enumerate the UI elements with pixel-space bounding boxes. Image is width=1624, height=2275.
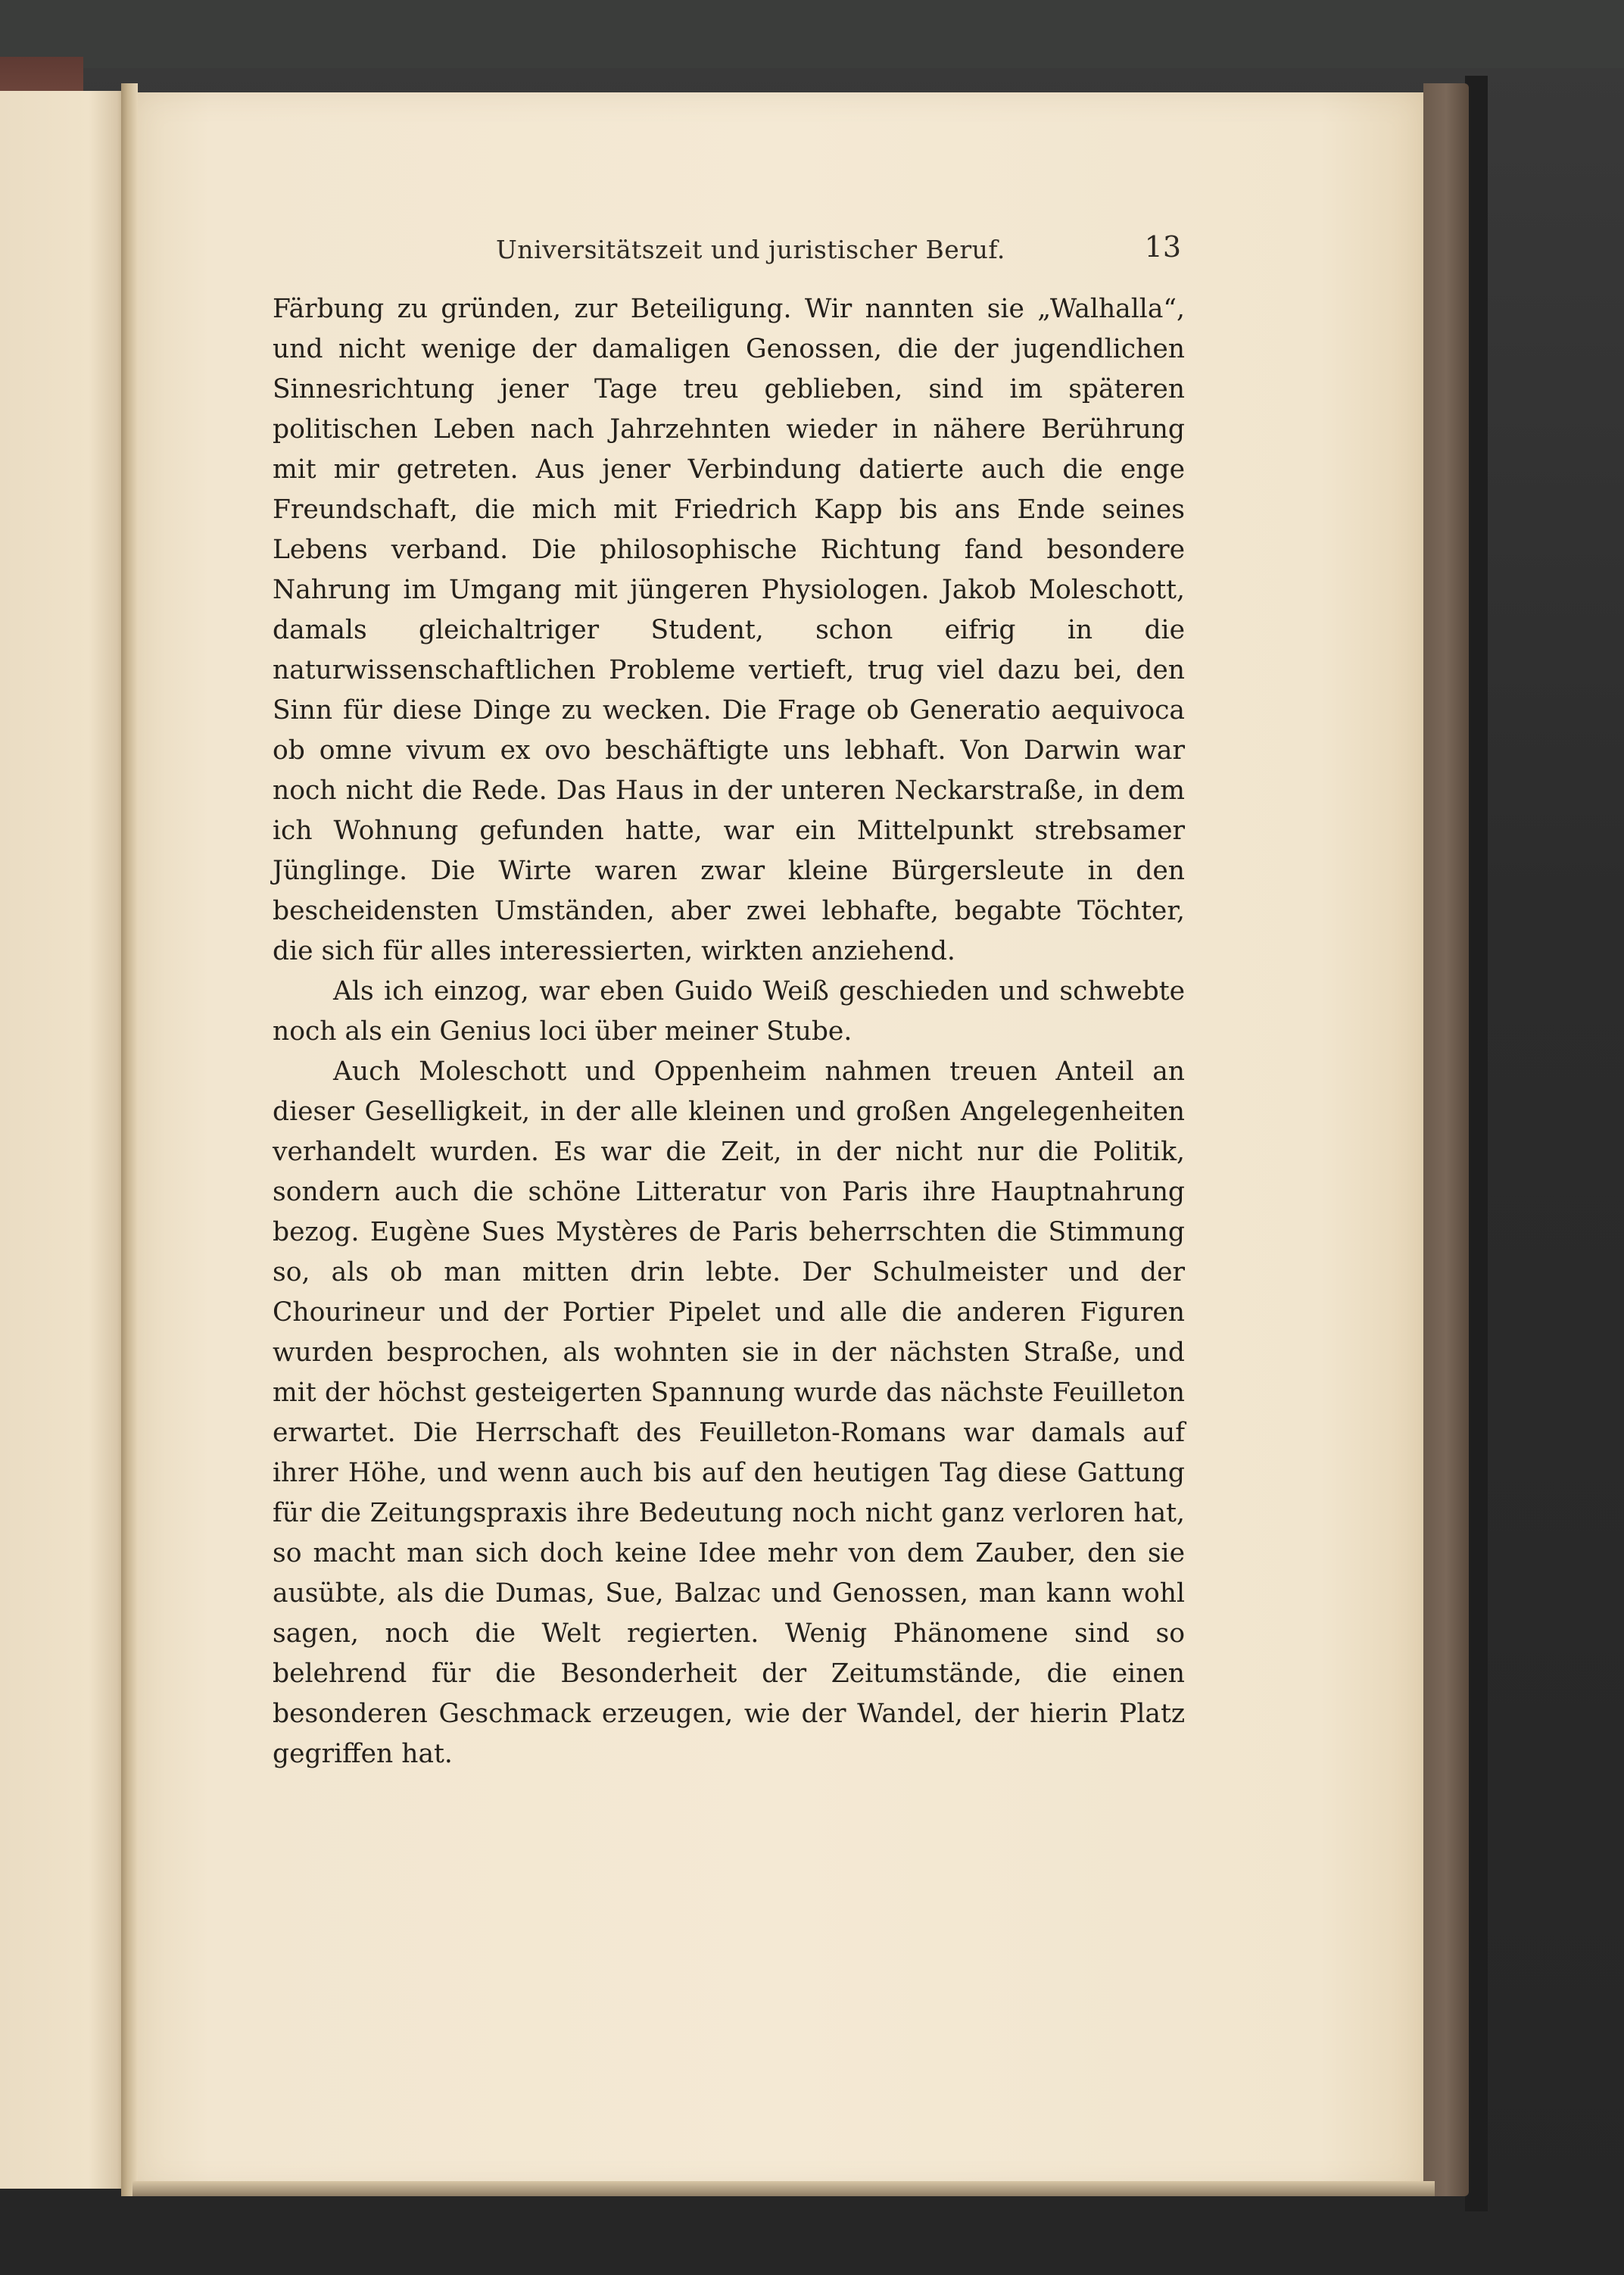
paragraph-2: Als ich einzog, war eben Guido Weiß geschieden und schwebte noch als ein Genius loci über meiner Stube. [273,976,1185,1047]
page-gutter [121,83,138,2196]
book-cover-edge [1423,83,1469,2196]
page-bottom-edge [132,2181,1435,2196]
paragraph-3: Auch Moleschott und Oppenheim nahmen treuen Anteil an dieser Geselligkeit, in der alle kleinen und großen Angelegenheiten verhandelt wurden. Es war die Zeit, in der nicht nur die Politik, sondern auch die schöne Litteratur von Paris ihre Hauptnahrung bezog. Eugène Sues Mystères de Paris beherrschten die Stimmung so, als ob man mitten drin lebte. Der Schulmeister und der Chourineur und der Portier Pipelet und alle die anderen Figuren wurden besprochen, als wohnten sie in der nächsten Straße, und mit der höchst gesteigerten Spannung wurde das nächste Feuilleton erwartet. Die Herrschaft des Feuilleton-Romans war damals auf ihrer Höhe, und wenn auch bis auf den heutigen Tag diese Gattung für die Zeitungspraxis ihre Bedeutung noch nicht ganz verloren hat, so macht man sich doch keine Idee mehr von dem Zauber, den sie ausübte, als die Dumas, Sue, Balzac und Genossen, man kann wohl sagen, noch die Welt regierten. Wenig Phänomene sind so belehrend für die Besonderheit der Zeitumstände, die einen besonderen Geschmack erzeugen, wie der Wandel, der hierin Platz gegriffen hat. [273,1056,1185,1769]
left-cover-corner [0,57,83,95]
running-head: Universitätszeit und juristischer Beruf. [496,235,1005,264]
paragraph-1: Färbung zu gründen, zur Beteiligung. Wir nannten sie „Walhalla“, und nicht wenige der damaligen Genossen, die der jugendlichen Sinnesrichtung jener Tage treu geblieben, sind im späteren politischen Leben nach Jahrzehnten wieder in nähere Berührung mit mir getreten. Aus jener Verbindung datierte auch die enge Freundschaft, die mich mit Friedrich Kapp bis ans Ende seines Lebens verband. Die philosophische Richtung fand besondere Nahrung im Umgang mit jüngeren Physiologen. Jakob Moleschott, damals gleichaltriger Student, schon eifrig in die naturwissenschaftlichen Probleme vertieft, trug viel dazu bei, den Sinn für diese Dinge zu wecken. Die Frage ob Generatio aequivoca ob omne vivum ex ovo beschäftigte uns lebhaft. Von Darwin war noch nicht die Rede. Das Haus in der unteren Neckarstraße, in dem ich Wohnung gefunden hatte, war ein Mittelpunkt strebsamer Jünglinge. Die Wirte waren zwar kleine Bürgersleute in den bescheidensten Umständen, aber zwei lebhafte, begabte Töchter, die sich für alles interessierten, wirkten anziehend. [273,294,1185,966]
page-number: 13 [1144,230,1181,264]
page-header [360,227,1181,273]
background-table [0,0,1624,68]
body-text [273,289,1185,1774]
facing-page-edge [0,91,127,2189]
